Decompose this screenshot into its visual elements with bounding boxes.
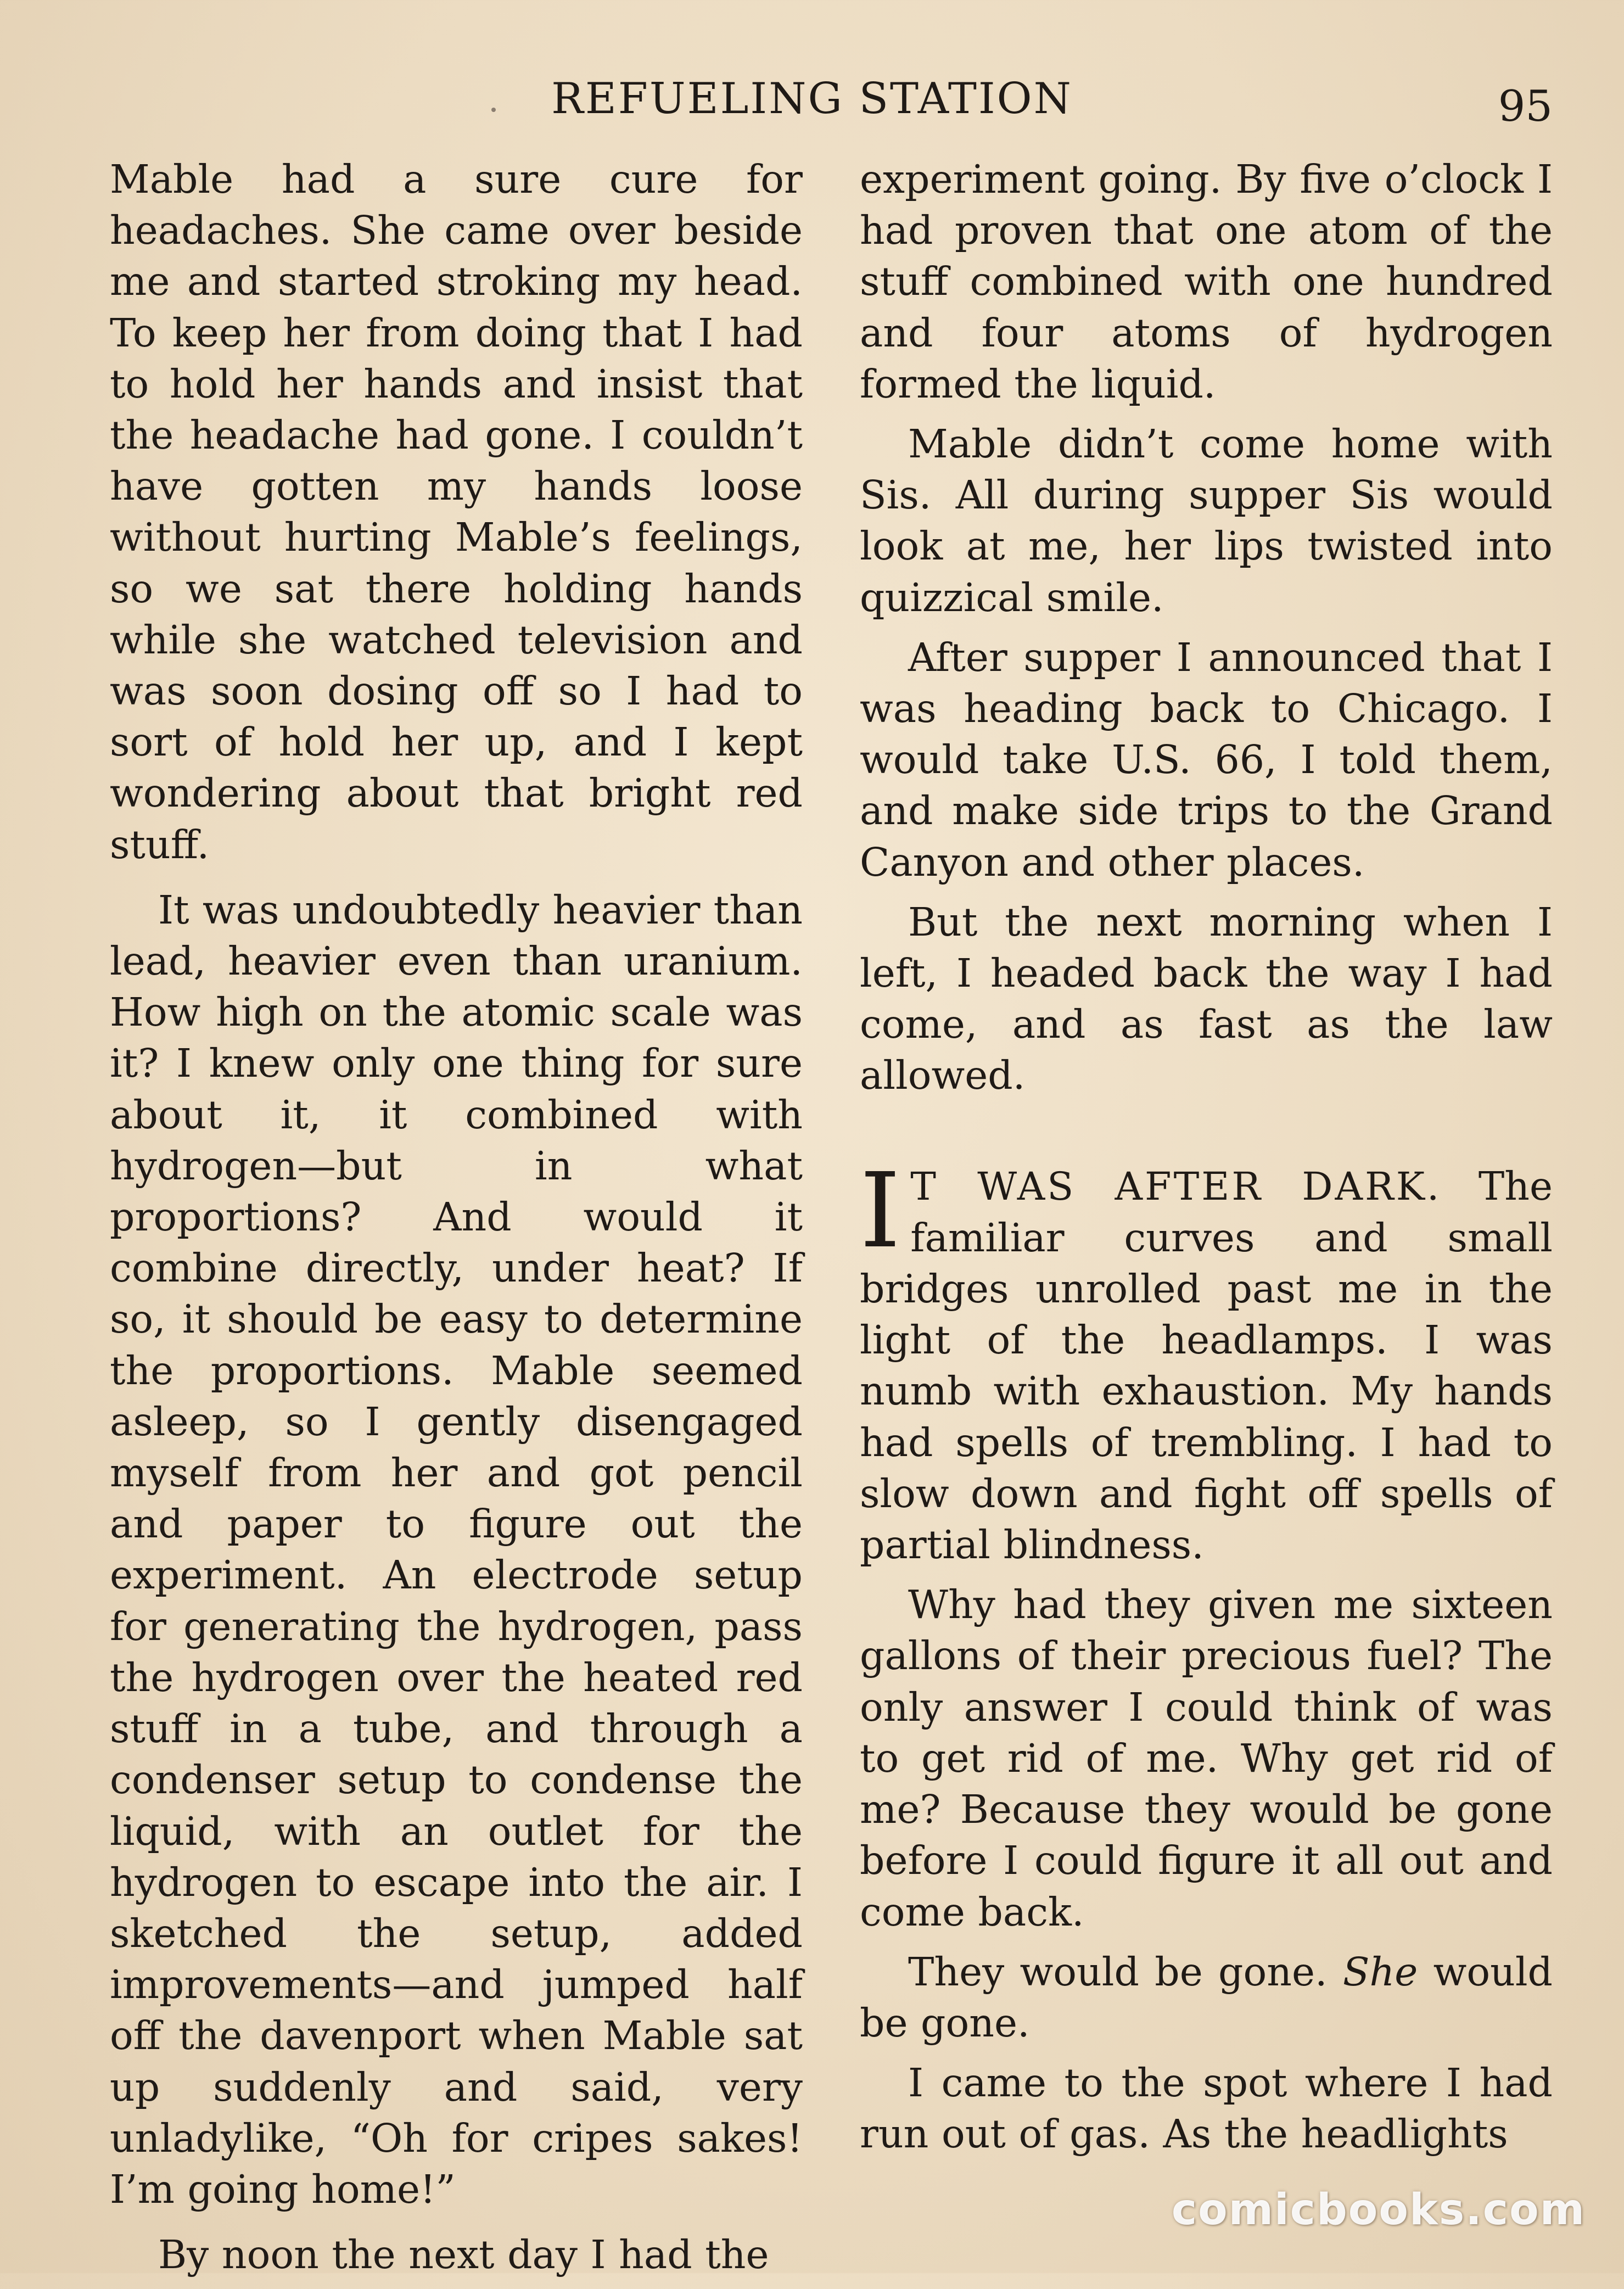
paragraph: experiment going. By five o’clock I had proven that one atom of the stuff combined with one hundred and four atoms of hydrogen formed the liquid.: [860, 156, 1553, 407]
paragraph: [860, 1946, 1553, 2049]
running-title: REFUELING STATION: [551, 74, 1073, 124]
paragraph-text: would be gone.: [860, 1949, 1553, 2046]
paragraph: I came to the spot where I had run out of gas. As the headlights: [860, 2060, 1553, 2157]
small-caps-lead: T WAS AFTER DARK.: [910, 1163, 1442, 1209]
running-head: [0, 71, 1624, 132]
section-opening-paragraph: [860, 1150, 1553, 1571]
emphasis: She: [1342, 1949, 1418, 1995]
paragraph: Why had they given me sixteen gallons of their precious fuel? The only answer I could think of was to get rid of me. Why get rid of me? Because they would be gone before I could figure it all out and come back.: [860, 1582, 1553, 1935]
right-column: [860, 154, 1553, 2169]
paragraph: By noon the next day I had the: [158, 2232, 769, 2278]
paragraph-text: They would be gone.: [908, 1949, 1343, 1995]
paragraph: Mable had a sure cure for headaches. She came over beside me and started stroking my head. To keep her from doing that I had to hold her hands and insist that the headache had gone. I couldn’t have gotten my hands loose without hurting Mable’s feelings, so we sat there holding hands while she watched television and was soon dosing off so I had to sort of hold her up, and I kept wondering about that bright red stuff.: [110, 156, 803, 868]
left-column: [110, 154, 803, 2289]
drop-cap: I: [860, 1150, 901, 1271]
paragraph: Mable didn’t come home with Sis. All during supper Sis would look at me, her lips twisted into quizzical smile.: [860, 421, 1553, 620]
watermark: comicbooks.com: [1171, 2185, 1586, 2235]
page-number: 95: [1498, 82, 1553, 131]
paragraph: But the next morning when I left, I headed back the way I had come, and as fast as the law allowed.: [860, 899, 1553, 1099]
paragraph: After supper I announced that I was heading back to Chicago. I would take U.S. 66, I told them, and make side trips to the Grand Canyon and other places.: [860, 634, 1553, 885]
paragraph-text: The familiar curves and small bridges unrolled past me in the light of the headlamps. I was numb with exhaustion. My hands had spells of trembling. I had to slow down and fight off spells of partial blindness.: [860, 1163, 1553, 1568]
paragraph: It was undoubtedly heavier than lead, heavier even than uranium. How high on the atomic scale was it? I knew only one thing for sure about it, it combined with hydrogen—but in what proportions? And would it combine directly, under heat? If so, it should be easy to determine the proportions. Mable seemed asleep, so I gently disengaged myself from her and got pencil and paper to figure out the experiment. An electrode setup for generating the hydrogen, pass the hydrogen over the heated red stuff in a tube, and through a condenser setup to condense the liquid, with an outlet for the hydrogen to escape into the air. I sketched the setup, added improvements—and jumped half off the davenport when Mable sat up suddenly and said, very unladylike, “Oh for cripes sakes! I’m going home!”: [110, 887, 803, 2212]
